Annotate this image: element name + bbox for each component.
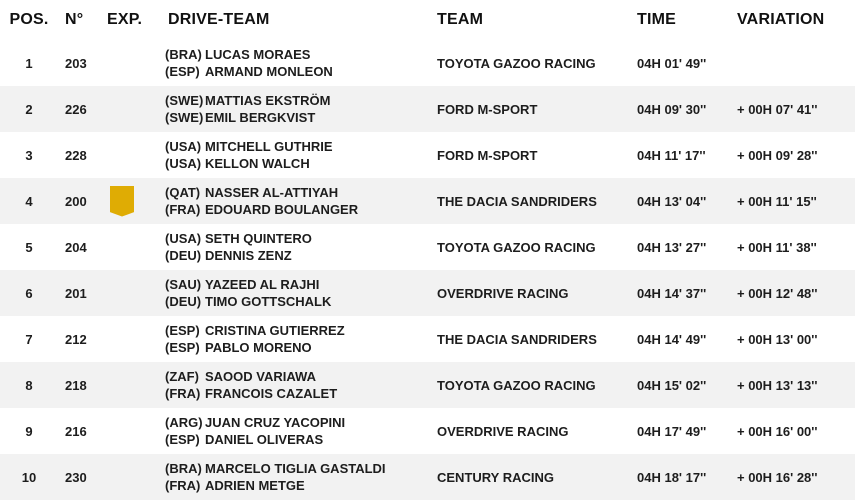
car-number-value: 201 bbox=[65, 285, 87, 301]
team-value: OVERDRIVE RACING bbox=[437, 285, 569, 301]
variation-value: + 00H 12' 48'' bbox=[737, 285, 818, 301]
car-number-value: 228 bbox=[65, 147, 87, 163]
exp-cell bbox=[107, 324, 162, 355]
codriver-country-code: (FRA) bbox=[165, 202, 201, 217]
time-value: 04H 17' 49'' bbox=[637, 423, 707, 439]
car-number-value: 200 bbox=[65, 193, 87, 209]
exp-cell bbox=[107, 232, 162, 263]
codriver-line bbox=[165, 247, 437, 264]
drive-team-cell bbox=[162, 230, 437, 264]
penalty-flag-icon bbox=[110, 186, 134, 217]
driver-country-code: (BRA) bbox=[165, 461, 202, 476]
team-value: OVERDRIVE RACING bbox=[437, 423, 569, 439]
position-value: 5 bbox=[25, 239, 33, 255]
codriver-name: PABLO MORENO bbox=[205, 340, 312, 355]
exp-cell bbox=[107, 48, 162, 79]
codriver-line bbox=[165, 155, 437, 172]
column-header-time: TIME bbox=[637, 11, 677, 28]
team-value: CENTURY RACING bbox=[437, 469, 555, 485]
table-body bbox=[0, 40, 855, 500]
drive-team-cell bbox=[162, 92, 437, 126]
car-number-value: 216 bbox=[65, 423, 87, 439]
driver-line bbox=[165, 138, 437, 155]
team-value: THE DACIA SANDRIDERS bbox=[437, 193, 597, 209]
table-header-row bbox=[0, 0, 855, 40]
codriver-country-code: (ESP) bbox=[165, 64, 200, 79]
codriver-line bbox=[165, 385, 437, 402]
position-value: 6 bbox=[25, 285, 33, 301]
table-row[interactable] bbox=[0, 408, 855, 454]
variation-value: + 00H 16' 28'' bbox=[737, 469, 818, 485]
time-value: 04H 11' 17'' bbox=[637, 147, 706, 163]
position-value: 7 bbox=[25, 331, 33, 347]
car-number-value: 218 bbox=[65, 377, 87, 393]
codriver-name: ARMAND MONLEON bbox=[205, 64, 333, 79]
table-row[interactable] bbox=[0, 132, 855, 178]
team-value: THE DACIA SANDRIDERS bbox=[437, 331, 597, 347]
driver-name: MARCELO TIGLIA GASTALDI bbox=[205, 461, 386, 476]
codriver-name: KELLON WALCH bbox=[205, 156, 310, 171]
codriver-country-code: (SWE) bbox=[165, 110, 204, 125]
codriver-country-code: (ESP) bbox=[165, 432, 200, 447]
codriver-country-code: (DEU) bbox=[165, 248, 202, 263]
time-value: 04H 14' 49'' bbox=[637, 331, 707, 347]
car-number-value: 226 bbox=[65, 101, 87, 117]
codriver-country-code: (FRA) bbox=[165, 478, 201, 493]
table-row[interactable] bbox=[0, 86, 855, 132]
driver-country-code: (ESP) bbox=[165, 323, 200, 338]
exp-cell bbox=[107, 462, 162, 493]
column-header-number: N° bbox=[65, 11, 84, 28]
codriver-line bbox=[165, 477, 437, 494]
driver-line bbox=[165, 92, 437, 109]
driver-name: LUCAS MORAES bbox=[205, 47, 311, 62]
time-value: 04H 13' 27'' bbox=[637, 239, 707, 255]
driver-line bbox=[165, 184, 437, 201]
exp-cell bbox=[107, 186, 162, 217]
driver-line bbox=[165, 368, 437, 385]
car-number-value: 212 bbox=[65, 331, 87, 347]
position-value: 10 bbox=[21, 469, 37, 485]
codriver-country-code: (ESP) bbox=[165, 340, 200, 355]
table-row[interactable] bbox=[0, 178, 855, 224]
table-row[interactable] bbox=[0, 224, 855, 270]
codriver-country-code: (USA) bbox=[165, 156, 202, 171]
column-header-exp: EXP. bbox=[107, 11, 143, 28]
driver-line bbox=[165, 414, 437, 431]
codriver-line bbox=[165, 63, 437, 80]
time-value: 04H 18' 17'' bbox=[637, 469, 707, 485]
time-value: 04H 14' 37'' bbox=[637, 285, 707, 301]
codriver-line bbox=[165, 201, 437, 218]
codriver-name: ADRIEN METGE bbox=[205, 478, 305, 493]
driver-line bbox=[165, 460, 437, 477]
driver-line bbox=[165, 46, 437, 63]
exp-cell bbox=[107, 94, 162, 125]
codriver-country-code: (DEU) bbox=[165, 294, 202, 309]
column-header-variation: VARIATION bbox=[737, 11, 825, 28]
codriver-line bbox=[165, 293, 437, 310]
column-header-drive-team: DRIVE-TEAM bbox=[168, 11, 270, 28]
drive-team-cell bbox=[162, 46, 437, 80]
exp-cell bbox=[107, 278, 162, 309]
column-header-pos: POS. bbox=[9, 11, 49, 28]
drive-team-cell bbox=[162, 414, 437, 448]
codriver-name: FRANCOIS CAZALET bbox=[205, 386, 338, 401]
drive-team-cell bbox=[162, 276, 437, 310]
position-value: 2 bbox=[25, 101, 33, 117]
driver-country-code: (USA) bbox=[165, 139, 202, 154]
time-value: 04H 15' 02'' bbox=[637, 377, 707, 393]
driver-country-code: (QAT) bbox=[165, 185, 201, 200]
codriver-name: DENNIS ZENZ bbox=[205, 248, 292, 263]
codriver-line bbox=[165, 339, 437, 356]
team-value: FORD M-SPORT bbox=[437, 147, 538, 163]
drive-team-cell bbox=[162, 368, 437, 402]
time-value: 04H 13' 04'' bbox=[637, 193, 707, 209]
variation-value: + 00H 16' 00'' bbox=[737, 423, 818, 439]
time-value: 04H 09' 30'' bbox=[637, 101, 707, 117]
team-value: TOYOTA GAZOO RACING bbox=[437, 55, 596, 71]
codriver-name: EMIL BERGKVIST bbox=[205, 110, 316, 125]
table-row[interactable] bbox=[0, 362, 855, 408]
codriver-name: TIMO GOTTSCHALK bbox=[205, 294, 332, 309]
driver-name: NASSER AL-ATTIYAH bbox=[205, 185, 339, 200]
team-value: TOYOTA GAZOO RACING bbox=[437, 239, 596, 255]
variation-value: + 00H 13' 00'' bbox=[737, 331, 818, 347]
driver-name: YAZEED AL RAJHI bbox=[205, 277, 320, 292]
table-row[interactable] bbox=[0, 316, 855, 362]
position-value: 8 bbox=[25, 377, 33, 393]
variation-value: + 00H 11' 15'' bbox=[737, 193, 817, 209]
position-value: 9 bbox=[25, 423, 33, 439]
driver-name: SAOOD VARIAWA bbox=[205, 369, 316, 384]
team-value: FORD M-SPORT bbox=[437, 101, 538, 117]
car-number-value: 204 bbox=[65, 239, 87, 255]
driver-line bbox=[165, 276, 437, 293]
drive-team-cell bbox=[162, 322, 437, 356]
position-value: 4 bbox=[25, 193, 33, 209]
driver-name: SETH QUINTERO bbox=[205, 231, 312, 246]
driver-name: CRISTINA GUTIERREZ bbox=[205, 323, 345, 338]
variation-value: + 00H 09' 28'' bbox=[737, 147, 818, 163]
variation-value: + 00H 11' 38'' bbox=[737, 239, 817, 255]
driver-line bbox=[165, 230, 437, 247]
codriver-name: EDOUARD BOULANGER bbox=[205, 202, 359, 217]
drive-team-cell bbox=[162, 460, 437, 494]
team-value: TOYOTA GAZOO RACING bbox=[437, 377, 596, 393]
driver-country-code: (SWE) bbox=[165, 93, 204, 108]
variation-value: + 00H 13' 13'' bbox=[737, 377, 818, 393]
table-row[interactable] bbox=[0, 454, 855, 500]
variation-value: + 00H 07' 41'' bbox=[737, 101, 818, 117]
exp-cell bbox=[107, 370, 162, 401]
driver-name: MITCHELL GUTHRIE bbox=[205, 139, 333, 154]
codriver-line bbox=[165, 431, 437, 448]
position-value: 3 bbox=[25, 147, 33, 163]
position-value: 1 bbox=[25, 55, 33, 71]
codriver-line bbox=[165, 109, 437, 126]
table-row[interactable] bbox=[0, 40, 855, 86]
car-number-value: 203 bbox=[65, 55, 87, 71]
drive-team-cell bbox=[162, 138, 437, 172]
drive-team-cell bbox=[162, 184, 437, 218]
time-value: 04H 01' 49'' bbox=[637, 55, 707, 71]
exp-cell bbox=[107, 416, 162, 447]
codriver-name: DANIEL OLIVERAS bbox=[205, 432, 324, 447]
exp-cell bbox=[107, 140, 162, 171]
column-header-team: TEAM bbox=[437, 11, 484, 28]
codriver-country-code: (FRA) bbox=[165, 386, 201, 401]
driver-name: MATTIAS EKSTRÖM bbox=[205, 93, 331, 108]
driver-country-code: (ARG) bbox=[165, 415, 203, 430]
driver-line bbox=[165, 322, 437, 339]
car-number-value: 230 bbox=[65, 469, 87, 485]
driver-country-code: (BRA) bbox=[165, 47, 202, 62]
driver-country-code: (SAU) bbox=[165, 277, 202, 292]
driver-country-code: (USA) bbox=[165, 231, 202, 246]
driver-name: JUAN CRUZ YACOPINI bbox=[205, 415, 346, 430]
table-row[interactable] bbox=[0, 270, 855, 316]
driver-country-code: (ZAF) bbox=[165, 369, 199, 384]
